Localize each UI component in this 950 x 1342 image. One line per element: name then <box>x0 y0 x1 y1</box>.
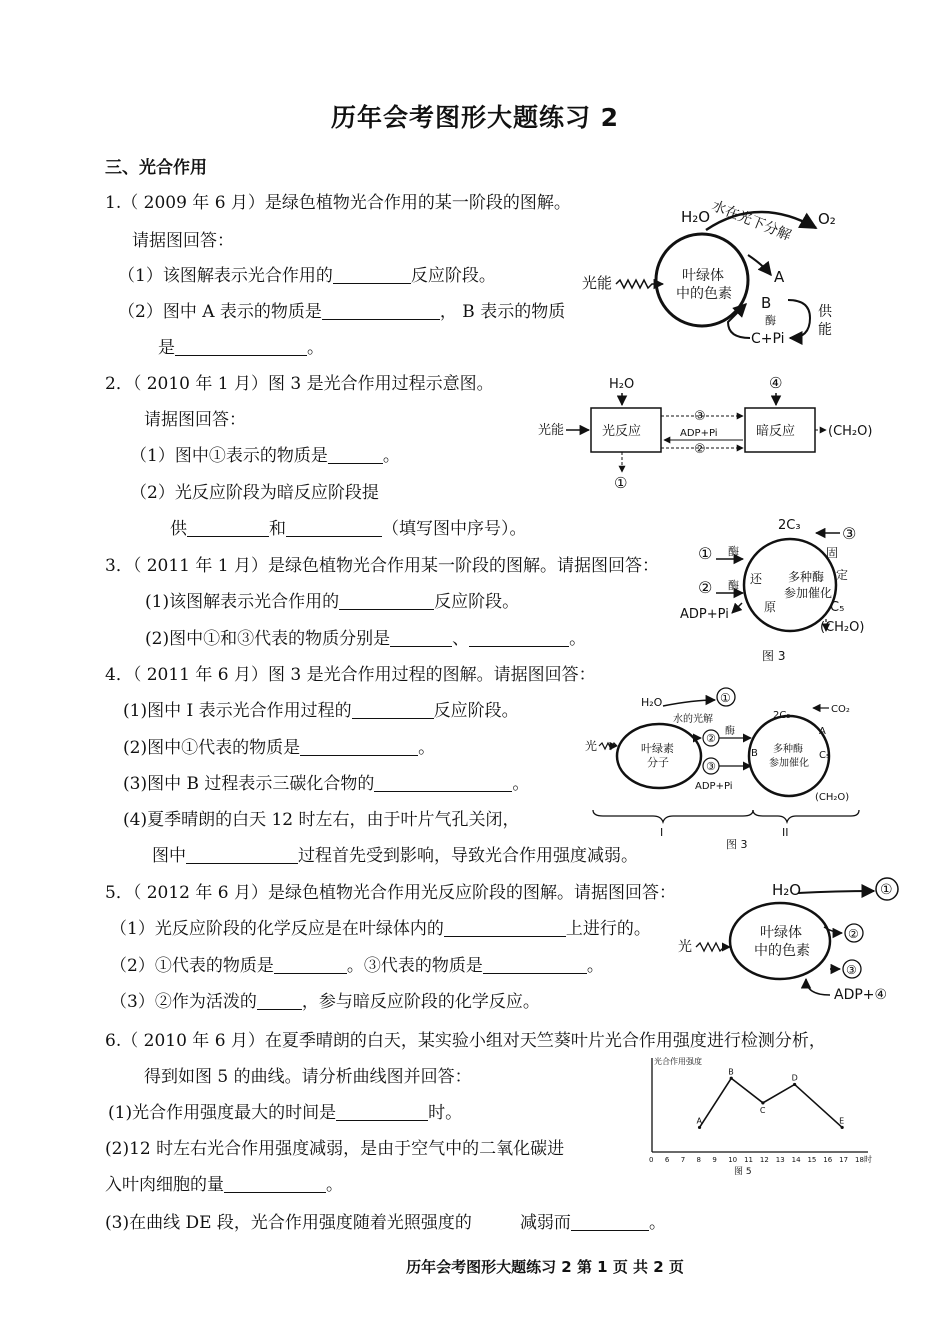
q1-blank3[interactable] <box>175 338 307 356</box>
q3-item1-text: (1)该图解表示光合作用的 <box>145 592 340 612</box>
q1-item3-tail: 。 <box>307 338 324 358</box>
q6-item3-text: 入叶肉细胞的量 <box>105 1175 224 1195</box>
chart-x-tick: 12 <box>759 1156 769 1164</box>
chart-x-label: 时 <box>864 1155 872 1164</box>
chart-point-label-d: D <box>791 1073 798 1083</box>
q3-fig-product: (CH₂O) <box>820 620 865 635</box>
q5-item3 <box>110 991 540 1013</box>
section-heading: 三、光合作用 <box>105 158 207 178</box>
q3-fig-enzyme2: 酶 <box>728 579 739 592</box>
q3-fig-yuan: 原 <box>764 600 777 614</box>
q6-blank3[interactable] <box>571 1213 649 1231</box>
chart-x-tick: 7 <box>680 1156 686 1164</box>
q1-diagram <box>578 197 848 350</box>
q4-fig-adp: ADP+Pi <box>695 781 733 792</box>
q2-prompt: 请据图回答： <box>144 410 246 430</box>
q1-fig-enzyme: 酶 <box>765 314 776 327</box>
q2-item1-tail: 。 <box>382 446 400 466</box>
q5-fig-n3: ③ <box>846 963 857 977</box>
q4-fig-pigment1: 叶绿素 <box>641 742 674 755</box>
q1-item2 <box>118 301 565 323</box>
q6-heading: 6.（ 2010 年 6 月）在夏季晴朗的白天，某实验小组对天竺葵叶片光合作用强度进行检测分析， <box>105 1031 826 1051</box>
q6-item1-text: (1)光合作用强度最大的时间是 <box>108 1103 337 1123</box>
q3-fig-inner2: 参加催化 <box>784 586 833 600</box>
q2-item2: （2）光反应阶段为暗反应阶段提 <box>130 483 379 503</box>
chart-x-tick: 16 <box>823 1156 833 1164</box>
q1-fig-light: 光能 <box>582 274 613 292</box>
chart-x-tick: 18 <box>855 1156 864 1164</box>
q1-fig-arc-label: 水在光下分解 <box>709 197 794 245</box>
chart-x-tick: 6 <box>664 1156 670 1164</box>
q5-fig-pigment2: 中的色素 <box>754 943 810 959</box>
q2-item3-and: 和 <box>269 519 286 539</box>
q5-item2-tail: 。 <box>586 956 604 976</box>
q1-fig-gong: 供 <box>818 304 832 320</box>
q4-fig-n3: ③ <box>706 760 716 773</box>
q4-fig-inner1: 多种酶 <box>773 744 803 755</box>
q5-fig-light: 光 <box>678 939 692 955</box>
q3-fig-inner1: 多种酶 <box>788 570 825 584</box>
q2-fig-product: (CH₂O) <box>828 424 873 439</box>
q4-fig-roman2: II <box>782 826 789 839</box>
q5-blank4[interactable] <box>257 992 302 1010</box>
q4-item1-text: (1)图中 I 表示光合作用过程的 <box>123 701 352 721</box>
q6-line-chart <box>644 1056 880 1176</box>
q5-blank2[interactable] <box>274 956 347 974</box>
q4-blank1[interactable] <box>352 701 434 719</box>
q1-item1-tail: 反应阶段。 <box>410 266 496 286</box>
q2-fig-dark-box: 暗反应 <box>756 424 796 439</box>
q3-item1 <box>145 591 519 613</box>
q3-item2-text: (2)图中①和③代表的物质分别是 <box>145 629 391 649</box>
q3-fig-n3: ③ <box>842 524 857 543</box>
q3-fig-huan: 还 <box>750 572 763 586</box>
q6-heading2: 得到如图 5 的曲线。请分析曲线图并回答： <box>144 1067 472 1087</box>
q5-diagram <box>676 875 906 1013</box>
q2-heading: 2．（ 2010 年 1 月）图 3 是光合作用过程示意图。 <box>105 374 494 394</box>
q3-fig-adp: ADP+Pi <box>680 607 729 622</box>
chart-x-tick: 9 <box>712 1156 717 1164</box>
q4-fig-enzyme: 酶 <box>725 726 735 737</box>
q1-item3-text: 是 <box>158 338 175 358</box>
q1-item1 <box>118 265 496 287</box>
q4-fig-pigment2: 分子 <box>647 756 669 769</box>
q2-blank2[interactable] <box>187 519 269 537</box>
chart-y-label: 光合作用强度 <box>654 1057 702 1066</box>
q4-fig-roman1: I <box>660 826 664 839</box>
q3-blank3[interactable] <box>469 629 569 647</box>
chart-caption: 图 5 <box>734 1167 752 1177</box>
chart-x-tick: 11 <box>744 1156 753 1164</box>
q6-item1-tail: 时。 <box>428 1103 463 1123</box>
q4-fig-co2: CO₂ <box>831 704 850 715</box>
q2-item1-text: （1）图中①表示的物质是 <box>130 446 328 466</box>
q4-heading: 4．（ 2011 年 6 月）图 3 是光合作用过程的图解。请据图回答： <box>105 665 596 685</box>
q6-item2: (2)12 时左右光合作用强度减弱，是由于空气中的二氧化碳进 <box>105 1139 565 1159</box>
q6-item4 <box>105 1212 666 1234</box>
q1-item3 <box>158 337 324 359</box>
q3-item2-sep: 、 <box>452 629 470 649</box>
q5-item2 <box>110 955 604 977</box>
q4-item4: (4)夏季晴朗的白天 12 时左右，由于叶片气孔关闭， <box>123 810 520 830</box>
q4-item1 <box>123 700 519 722</box>
q6-blank2[interactable] <box>224 1175 326 1193</box>
q2-item3 <box>170 518 527 540</box>
q5-heading: 5．（ 2012 年 6 月）是绿色植物光合作用光反应阶段的图解。请据图回答： <box>105 883 677 903</box>
q6-item4-tail: 。 <box>648 1213 666 1233</box>
q3-fig-gu: 固 <box>826 546 839 560</box>
q4-fig-a: A <box>819 726 826 737</box>
chart-x-tick: 8 <box>696 1156 702 1164</box>
chart-point-label-e: E <box>839 1116 845 1126</box>
q5-item3-tail: ，参与暗反应阶段的化学反应。 <box>301 992 540 1012</box>
q5-fig-n1: ① <box>880 882 893 898</box>
q2-fig-n3: ③ <box>694 409 706 424</box>
q6-item3-tail: 。 <box>326 1175 343 1195</box>
q4-fig-inner2: 参加催化 <box>769 758 809 769</box>
q3-item2 <box>145 628 586 650</box>
q1-blank1[interactable] <box>333 266 411 284</box>
q6-item4-text: (3)在曲线 DE 段，光合作用强度随着光照强度的 <box>105 1213 472 1233</box>
q2-blank3[interactable] <box>286 519 382 537</box>
q4-fig-caption: 图 3 <box>726 838 748 851</box>
q3-item1-tail: 反应阶段。 <box>434 592 520 612</box>
q2-fig-h2o: H₂O <box>609 377 635 392</box>
q2-fig-light: 光能 <box>538 423 565 438</box>
chart-point-c <box>761 1101 764 1104</box>
q3-fig-caption: 图 3 <box>762 649 786 663</box>
chart-point-e <box>841 1126 844 1129</box>
q4-item2 <box>123 737 435 759</box>
q1-blank2[interactable] <box>322 302 440 320</box>
q4-fig-h2o: H₂O <box>641 696 663 709</box>
q4-fig-product: (CH₂O) <box>815 792 850 803</box>
q3-fig-ding: 定 <box>836 568 849 582</box>
q4-fig-c3: 2C₃ <box>773 710 791 721</box>
q3-fig-n1: ① <box>698 544 713 563</box>
q4-item3 <box>123 773 529 795</box>
q5-item2-mid: 。③代表的物质是 <box>346 956 483 976</box>
q4-item5-tail: 过程首先受到影响，导致光合作用强度减弱。 <box>298 846 638 866</box>
page-footer: 历年会考图形大题练习 2 第 1 页 共 2 页 <box>406 1258 684 1276</box>
page-title: 历年会考图形大题练习 2 <box>330 103 620 132</box>
q3-fig-n2: ② <box>698 578 713 597</box>
q1-fig-a: A <box>774 268 785 286</box>
chart-point-label-c: C <box>759 1105 766 1115</box>
q5-item3-text: （3）②作为活泼的 <box>110 992 257 1012</box>
q1-fig-pigment1: 叶绿体 <box>682 268 724 284</box>
q5-fig-pigment1: 叶绿体 <box>760 925 802 941</box>
q6-blank1[interactable] <box>336 1103 428 1121</box>
q6-item4-mid: 减弱而 <box>519 1213 571 1233</box>
q1-item1-text: （1）该图解表示光合作用的 <box>118 266 333 286</box>
q1-item2-tail: ， B 表示的物质 <box>439 302 566 322</box>
q4-item3-tail: 。 <box>512 774 530 794</box>
q5-item1-text: （1）光反应阶段的化学反应是在叶绿体内的 <box>110 919 444 939</box>
q5-item1-tail: 上进行的。 <box>565 919 651 939</box>
q3-heading: 3．（ 2011 年 1 月）是绿色植物光合作用某一阶段的图解。请据图回答： <box>105 556 660 576</box>
q3-blank1[interactable] <box>339 592 434 610</box>
q2-item1 <box>130 445 400 467</box>
chart-x-tick: 0 <box>649 1156 654 1164</box>
q2-fig-n4: ④ <box>769 374 783 392</box>
q1-fig-h2o: H₂O <box>681 208 711 226</box>
q2-diagram <box>536 372 886 494</box>
q2-blank1[interactable] <box>328 446 383 464</box>
q4-item2-tail: 。 <box>418 738 436 758</box>
chart-x-tick: 17 <box>839 1156 849 1164</box>
q4-fig-c5: C₅ <box>819 750 830 761</box>
q4-item3-text: (3)图中 B 过程表示三碳化合物的 <box>123 774 375 794</box>
q4-fig-n2: ② <box>706 732 716 745</box>
q2-fig-n2: ② <box>694 442 706 457</box>
q4-fig-photolysis: 水的光解 <box>673 714 713 725</box>
q4-item5 <box>152 845 638 867</box>
chart-x-tick: 14 <box>791 1156 801 1164</box>
q4-blank2[interactable] <box>300 738 418 756</box>
chart-point-d <box>793 1083 796 1086</box>
q4-fig-n1: ① <box>720 691 731 705</box>
q5-item2-text: （2）①代表的物质是 <box>110 956 274 976</box>
chart-x-tick: 13 <box>775 1156 785 1164</box>
q6-item3 <box>105 1174 343 1196</box>
q2-item3-tail: （填写图中序号）。 <box>382 519 527 539</box>
chart-point-label-a: A <box>696 1116 703 1126</box>
q3-item2-tail: 。 <box>569 629 587 649</box>
q6-item1 <box>108 1102 462 1124</box>
q4-fig-light: 光 <box>585 739 598 753</box>
q1-fig-o2: O₂ <box>818 210 836 228</box>
chart-point-b <box>730 1077 733 1080</box>
q4-item1-tail: 反应阶段。 <box>433 701 519 721</box>
q3-diagram <box>676 515 876 667</box>
q1-fig-pigment2: 中的色素 <box>676 286 732 302</box>
q5-fig-h2o: H₂O <box>772 881 802 899</box>
q3-fig-c5: C₅ <box>830 600 845 615</box>
q1-heading: 1.（ 2009 年 6 月）是绿色植物光合作用的某一阶段的图解。 <box>105 193 571 213</box>
q2-fig-light-box: 光反应 <box>602 424 642 439</box>
q4-fig-b: B <box>751 748 758 759</box>
q2-item3-text: 供 <box>170 519 187 539</box>
q3-fig-enzyme1: 酶 <box>728 545 739 558</box>
chart-series-line <box>700 1078 843 1127</box>
q4-item5-text: 图中 <box>152 846 186 866</box>
q1-item2-text: （2）图中 A 表示的物质是 <box>118 302 322 322</box>
q5-item1 <box>110 918 651 940</box>
q3-blank2[interactable] <box>390 629 452 647</box>
q1-fig-neng: 能 <box>818 322 832 338</box>
chart-x-tick: 10 <box>728 1156 738 1164</box>
q4-blank4[interactable] <box>186 846 298 864</box>
q4-item2-text: (2)图中①代表的物质是 <box>123 738 301 758</box>
q5-blank3[interactable] <box>483 956 587 974</box>
q1-fig-b: B <box>761 294 772 312</box>
q2-fig-adp: ADP+Pi <box>680 428 718 439</box>
q2-fig-n1: ① <box>614 474 628 492</box>
q1-fig-cpi: C+Pi <box>751 331 785 347</box>
q4-blank3[interactable] <box>374 774 512 792</box>
q5-blank1[interactable] <box>444 919 566 937</box>
chart-point-label-b: B <box>728 1067 734 1077</box>
q5-fig-adp: ADP+④ <box>834 987 888 1003</box>
chart-x-tick: 15 <box>807 1156 817 1164</box>
chart-point-a <box>698 1126 701 1129</box>
q3-fig-c3: 2C₃ <box>778 518 801 533</box>
q1-prompt: 请据图回答： <box>132 231 234 251</box>
q5-fig-n2: ② <box>848 927 859 941</box>
q4-diagram <box>583 686 863 854</box>
